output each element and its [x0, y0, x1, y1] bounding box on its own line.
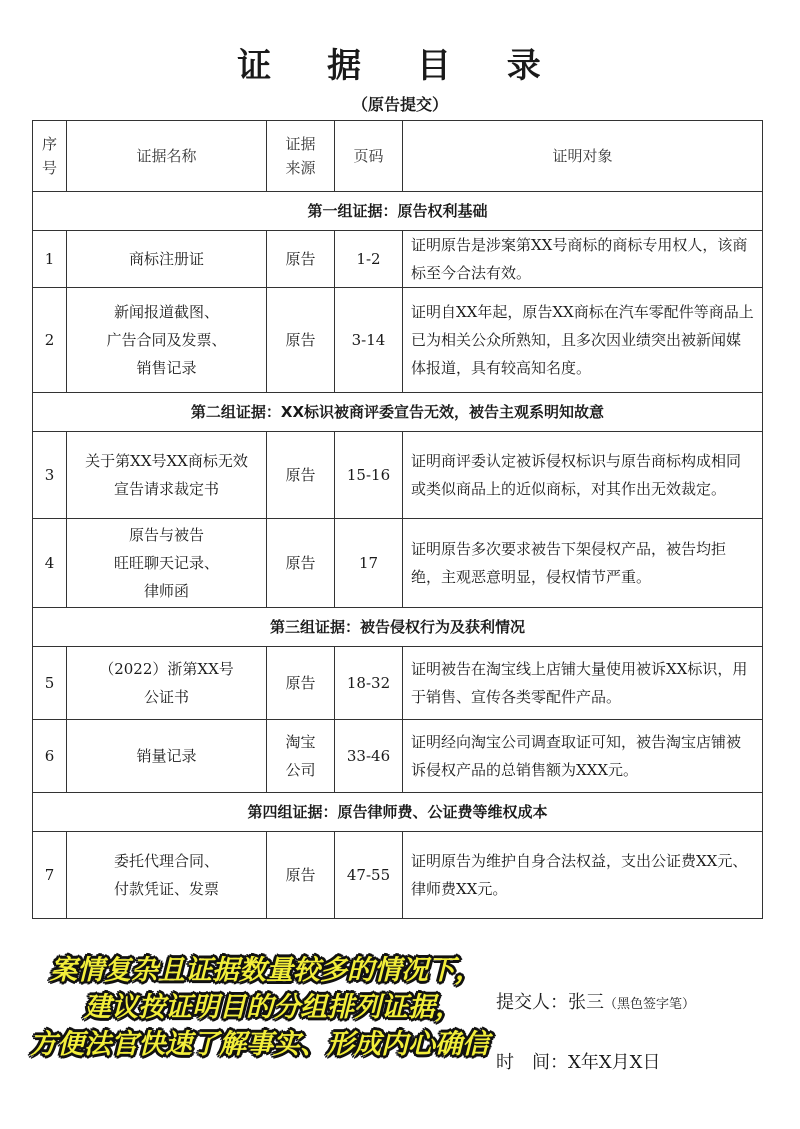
submitter-label: 提交人： — [496, 992, 568, 1013]
cell-page: 3-14 — [335, 288, 403, 393]
group-label: 第三组证据：被告侵权行为及获利情况 — [33, 608, 763, 647]
table-row — [33, 720, 763, 793]
cell-no: 1 — [33, 231, 67, 288]
cell-no: 5 — [33, 647, 67, 720]
header-page: 页码 — [335, 121, 403, 192]
cell-source: 原告 — [267, 647, 335, 720]
date-label: 时 间： — [496, 1052, 568, 1073]
cell-no: 2 — [33, 288, 67, 393]
header-no: 序 号 — [33, 121, 67, 192]
cell-no: 7 — [33, 832, 67, 919]
cell-page: 1-2 — [335, 231, 403, 288]
cell-object: 证明自XX年起，原告XX商标在汽车零配件等商品上已为相关公众所熟知，且多次因业绩突出被新闻媒体报道，具有较高知名度。 — [403, 288, 763, 393]
cell-object: 证明原告多次要求被告下架侵权产品，被告均拒绝，主观恶意明显，侵权情节严重。 — [403, 519, 763, 608]
header-object: 证明对象 — [403, 121, 763, 192]
group-label: 第二组证据：XX标识被商评委宣告无效，被告主观系明知故意 — [33, 393, 763, 432]
table-row — [33, 288, 763, 393]
cell-object: 证明商评委认定被诉侵权标识与原告商标构成相同或类似商品上的近似商标，对其作出无效裁定。 — [403, 432, 763, 519]
group-row — [33, 192, 763, 231]
document-title: 证 据 目 录 — [237, 46, 563, 86]
table-row — [33, 647, 763, 720]
header-name: 证据名称 — [67, 121, 267, 192]
submitter-name: 张三 — [568, 992, 604, 1013]
cell-no: 4 — [33, 519, 67, 608]
submitter-line — [496, 988, 695, 1014]
header-source: 证据 来源 — [267, 121, 335, 192]
group-label: 第四组证据：原告律师费、公证费等维权成本 — [33, 793, 763, 832]
cell-name: 委托代理合同、 付款凭证、发票 — [67, 832, 267, 919]
cell-source: 原告 — [267, 832, 335, 919]
group-label: 第一组证据：原告权利基础 — [33, 192, 763, 231]
table-header-row — [33, 121, 763, 192]
evidence-table — [32, 120, 763, 919]
cell-source: 原告 — [267, 519, 335, 608]
cell-page: 17 — [335, 519, 403, 608]
cell-object: 证明经向淘宝公司调查取证可知，被告淘宝店铺被诉侵权产品的总销售额为XXX元。 — [403, 720, 763, 793]
group-row — [33, 393, 763, 432]
date-value: X年X月X日 — [568, 1052, 661, 1073]
cell-object: 证明原告为维护自身合法权益，支出公证费XX元、律师费XX元。 — [403, 832, 763, 919]
table-row — [33, 832, 763, 919]
cell-source: 淘宝 公司 — [267, 720, 335, 793]
cell-page: 33-46 — [335, 720, 403, 793]
cell-name: 关于第XX号XX商标无效 宣告请求裁定书 — [67, 432, 267, 519]
cell-name: （2022）浙第XX号 公证书 — [67, 647, 267, 720]
group-row — [33, 793, 763, 832]
cell-object: 证明被告在淘宝线上店铺大量使用被诉XX标识，用于销售、宣传各类零配件产品。 — [403, 647, 763, 720]
cell-page: 15-16 — [335, 432, 403, 519]
cell-name: 商标注册证 — [67, 231, 267, 288]
cell-source: 原告 — [267, 231, 335, 288]
cell-no: 6 — [33, 720, 67, 793]
cell-page: 47-55 — [335, 832, 403, 919]
cell-object: 证明原告是涉案第XX号商标的商标专用权人，该商标至今合法有效。 — [403, 231, 763, 288]
table-row — [33, 519, 763, 608]
cell-no: 3 — [33, 432, 67, 519]
cell-name: 新闻报道截图、 广告合同及发票、 销售记录 — [67, 288, 267, 393]
cell-name: 销量记录 — [67, 720, 267, 793]
cell-source: 原告 — [267, 288, 335, 393]
document-subtitle: （原告提交） — [351, 95, 448, 114]
caption-line-2: 建议按证明目的分组排列证据， — [84, 992, 462, 1023]
cell-source: 原告 — [267, 432, 335, 519]
date-line — [496, 1048, 660, 1074]
cell-page: 18-32 — [335, 647, 403, 720]
table-row — [33, 231, 763, 288]
pen-note: （黑色签字笔） — [604, 997, 696, 1012]
group-row — [33, 608, 763, 647]
table-row — [33, 432, 763, 519]
caption-line-3: 方便法官快速了解事实、形成内心确信 — [30, 1029, 489, 1060]
caption-line-1: 案情复杂且证据数量较多的情况下， — [50, 955, 482, 986]
cell-name: 原告与被告 旺旺聊天记录、 律师函 — [67, 519, 267, 608]
